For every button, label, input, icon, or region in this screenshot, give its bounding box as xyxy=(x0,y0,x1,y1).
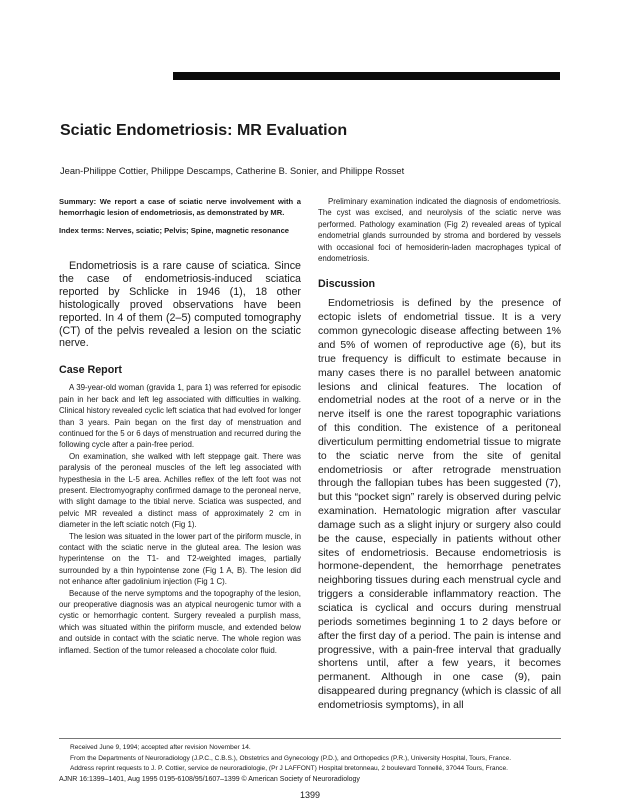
affiliation-note: From the Departments of Neuroradiology (J.P.C., C.B.S.), Obstetrics and Gynecology (P.D.), and Orthopedics (P.R.), University Hospital, Tours, France. xyxy=(70,754,512,762)
discussion-paragraph: Endometriosis is defined by the presence of ectopic islets of endometrial tissue. It is a very common gynecologic disease affecting between 1% and 5% of women of reproductive age (6), but its true frequency is difficult to estimate because in many cases there is no parallel between anatomic lesions and clinical features. The location of endometrial nodes at the root of a nerve or in the nerve itself is one the rarest topographic variations of this condition. The existence of a peritoneal diverticulum permitting endometrial tissue to migrate to the sciatic nerve from the site of genital endometriosis or after retrograde menstruation through the fallopian tubes has been suggested (7), but this “pocket sign” rarely is observed during pelvic examination. Hematologic migration after vascular damage such as a slight injury or surgery also could be the cause, especially in patients without other sites of endometriosis. Because endometriosis is hormone-dependent, the hemorrhage penetrates neighboring tissues during each menstrual cycle and triggers a considerable inflammatory reaction. The sciatica is cyclical and occurs during menstrual periods sometimes beginning 1 to 2 days before or after the first day of a period. The pain is intense and progressive, with a pain-free interval that gradually shortens until, after a few years, it becomes permanent. Although in one case (9), pain disappeared during pregnancy (which is classic of all endometriosis symptoms), in all xyxy=(318,298,561,711)
right-column xyxy=(318,196,561,713)
footnote-divider xyxy=(59,738,561,739)
article-title: Sciatic Endometriosis: MR Evaluation xyxy=(60,122,348,139)
preliminary-paragraph: Preliminary examination indicated the diagnosis of endometriosis. The cyst was excised, and neurolysis of the sciatic nerve was performed. Pathology examination (Fig 2) revealed areas of typical endometrial glands surrounded by stroma and bordered by vessels with occasional foci of hemosiderin-laden macrophages typical of endometriosis. xyxy=(318,197,561,264)
journal-citation: AJNR 16:1399–1401, Aug 1995 0195-6108/95/1607–1399 © American Society of Neuroradiology xyxy=(59,776,360,783)
page-number: 1399 xyxy=(299,790,321,800)
case-paragraph: On examination, she walked with left steppage gait. There was paralysis of the peroneal muscles of the left leg associated with hypesthesia in the L-5 area. Achilles reflex of the left foot was not present. Electromyography confirmed damage to the peroneal nerve, with slight damage to the tibial nerve. Sciatica was suspected, and pelvic MR revealed a distinct mass of approximately 2 cm in diameter in the left sciatic notch (Fig 1). xyxy=(59,451,301,530)
case-report-heading: Case Report xyxy=(59,364,122,377)
footnotes xyxy=(70,743,561,775)
header-rule-bar xyxy=(173,72,560,80)
author-list: Jean-Philippe Cottier, Philippe Descamps, Catherine B. Sonier, and Philippe Rosset xyxy=(60,166,405,176)
case-paragraph: Because of the nerve symptoms and the topography of the lesion, our preoperative diagnosis was an atypical neurogenic tumor with a cystic or hemorrhagic content. Surgery revealed a purplish mass, which was situated within the piriform muscle, and extended below and outside in contact with the sciatic nerve. The whole region was inflamed. Section of the tumor released a chocolate color fluid. xyxy=(59,588,301,655)
intro-paragraph: Endometriosis is a rare cause of sciatica. Since the case of endometriosis-induced sciatica reported by Schlicke in 1946 (1), 18 other histologically proved observations have been reported. In 4 of them (2–5) computed tomography (CT) of the pelvis revealed a lesion on the sciatic nerve. xyxy=(59,260,301,350)
received-date: Received June 9, 1994; accepted after revision November 14. xyxy=(70,744,251,751)
case-paragraph: The lesion was situated in the lower part of the piriform muscle, in contact with the sciatic nerve in the gluteal area. The lesion was hyperintense on the T1- and T2-weighted images, partially surrounded by a thin hypointense zone (Fig 1 A, B). The lesion did not enhance after gadolinium injection (Fig 1 C). xyxy=(59,531,301,587)
index-terms: Index terms: Nerves, sciatic; Pelvis; Spine, magnetic resonance xyxy=(59,226,290,235)
discussion-heading: Discussion xyxy=(318,278,376,291)
left-column xyxy=(59,196,301,656)
abstract-summary: Summary: We report a case of sciatic nerve involvement with a hemorrhagic lesion of endometriosis, as demonstrated by MR. xyxy=(59,197,301,217)
case-paragraph: A 39-year-old woman (gravida 1, para 1) was referred for episodic pain in her back and left leg associated with difficulties in walking. Clinical history revealed cyclic left sciatica that had evolved for longer than 3 years. Pain began on the first day of menstruation and continued for the 5 or 6 days of menstruation and recurred during the following cycle after a pain-free period. xyxy=(59,383,301,450)
reprint-address: Address reprint requests to J. P. Cottier, service de neuroradiologie, (Pr J LAFFONT) Hospital bretonneau, 2 boulevard Tonnellé, 37044 Tours, France. xyxy=(70,765,508,773)
